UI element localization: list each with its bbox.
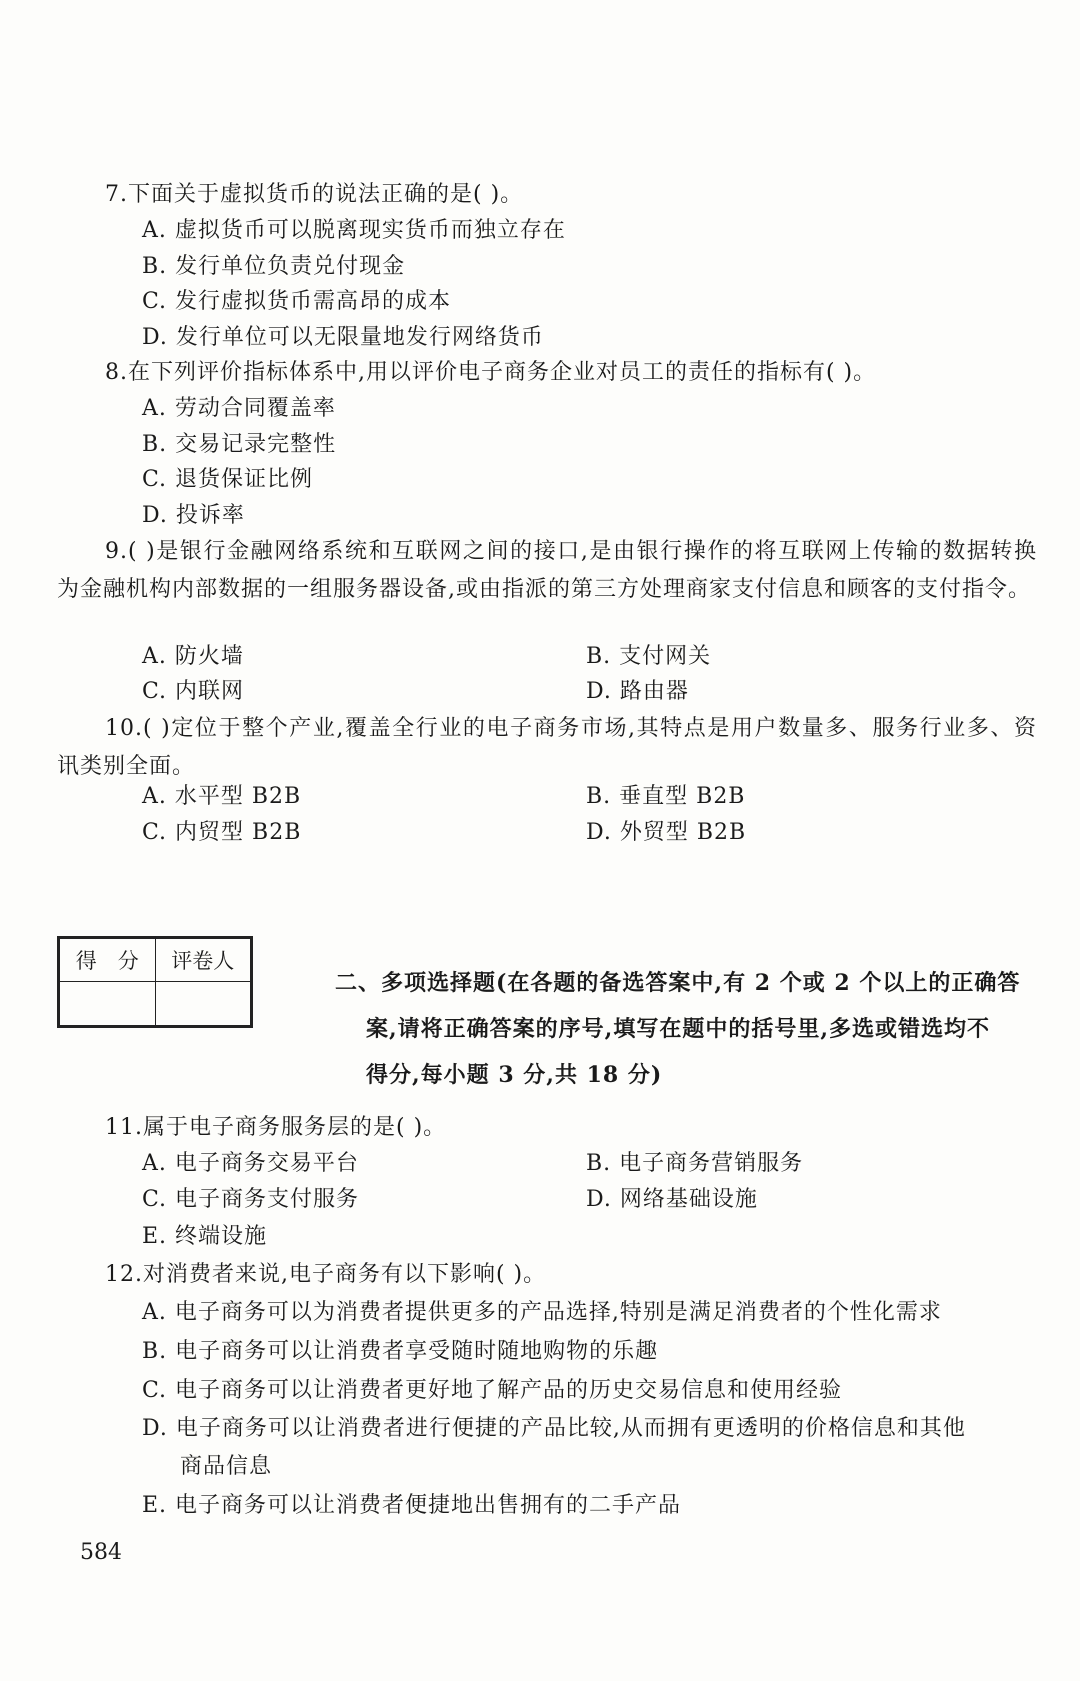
q11-option-a: A. 电子商务交易平台	[142, 1151, 359, 1176]
reviewer-label: 评卷人	[155, 939, 251, 982]
q10-option-d: D. 外贸型 B2B	[586, 820, 747, 845]
q7-option-b: B. 发行单位负责兑付现金	[142, 254, 406, 279]
q8-stem: 8.在下列评价指标体系中,用以评价电子商务企业对员工的责任的指标有( )。	[105, 360, 877, 385]
q11-option-d: D. 网络基础设施	[586, 1187, 758, 1212]
q11-option-b: B. 电子商务营销服务	[586, 1151, 804, 1176]
q12-option-d-line2: 商品信息	[180, 1454, 273, 1479]
q8-option-b: B. 交易记录完整性	[142, 432, 337, 457]
q7-option-c: C. 发行虚拟货币需高昂的成本	[142, 289, 452, 314]
q8-option-c: C. 退货保证比例	[142, 467, 314, 492]
q7-stem: 7.下面关于虚拟货币的说法正确的是( )。	[105, 182, 524, 207]
score-box	[57, 936, 253, 1028]
q12-option-d-line1: D. 电子商务可以让消费者进行便捷的产品比较,从而拥有更透明的价格信息和其他	[142, 1416, 966, 1441]
q12-option-c: C. 电子商务可以让消费者更好地了解产品的历史交易信息和使用经验	[142, 1378, 843, 1403]
score-cell	[60, 982, 156, 1026]
q11-stem: 11.属于电子商务服务层的是( )。	[105, 1115, 447, 1140]
q12-option-b: B. 电子商务可以让消费者享受随时随地购物的乐趣	[142, 1339, 659, 1364]
q9-option-c: C. 内联网	[142, 679, 245, 704]
section2-heading-line1: 二、多项选择题(在各题的备选答案中,有 2 个或 2 个以上的正确答	[335, 970, 1021, 996]
q10-option-b: B. 垂直型 B2B	[586, 784, 746, 809]
q10-stem: 10.( )定位于整个产业,覆盖全行业的电子商务市场,其特点是用户数量多、服务行业多、资讯类别全面。	[57, 716, 1037, 779]
section2-heading-line3: 得分,每小题 3 分,共 18 分)	[366, 1062, 663, 1088]
q11-option-e: E. 终端设施	[142, 1224, 268, 1249]
q11-option-c: C. 电子商务支付服务	[142, 1187, 360, 1212]
q12-stem: 12.对消费者来说,电子商务有以下影响( )。	[105, 1262, 547, 1287]
q10-option-c: C. 内贸型 B2B	[142, 820, 302, 845]
q7-option-d: D. 发行单位可以无限量地发行网络货币	[142, 325, 544, 350]
q9-stem: 9.( )是银行金融网络系统和互联网之间的接口,是由银行操作的将互联网上传输的数据转换为金融机构内部数据的一组服务器设备,或由指派的第三方处理商家支付信息和顾客的支付指令。	[57, 539, 1037, 602]
q9-option-d: D. 路由器	[586, 679, 689, 704]
q8-option-a: A. 劳动合同覆盖率	[142, 396, 336, 421]
q9-option-b: B. 支付网关	[586, 644, 712, 669]
page-number: 584	[80, 1540, 122, 1565]
q7-option-a: A. 虚拟货币可以脱离现实货币而独立存在	[142, 218, 566, 243]
q10-option-a: A. 水平型 B2B	[142, 784, 302, 809]
q12-option-e: E. 电子商务可以让消费者便捷地出售拥有的二手产品	[142, 1493, 682, 1518]
section2-heading-line2: 案,请将正确答案的序号,填写在题中的括号里,多选或错选均不	[366, 1016, 990, 1042]
reviewer-cell	[155, 982, 251, 1026]
q8-option-d: D. 投诉率	[142, 503, 245, 528]
q12-option-a: A. 电子商务可以为消费者提供更多的产品选择,特别是满足消费者的个性化需求	[142, 1300, 942, 1325]
score-label: 得 分	[60, 939, 156, 982]
q9-option-a: A. 防火墙	[142, 644, 244, 669]
